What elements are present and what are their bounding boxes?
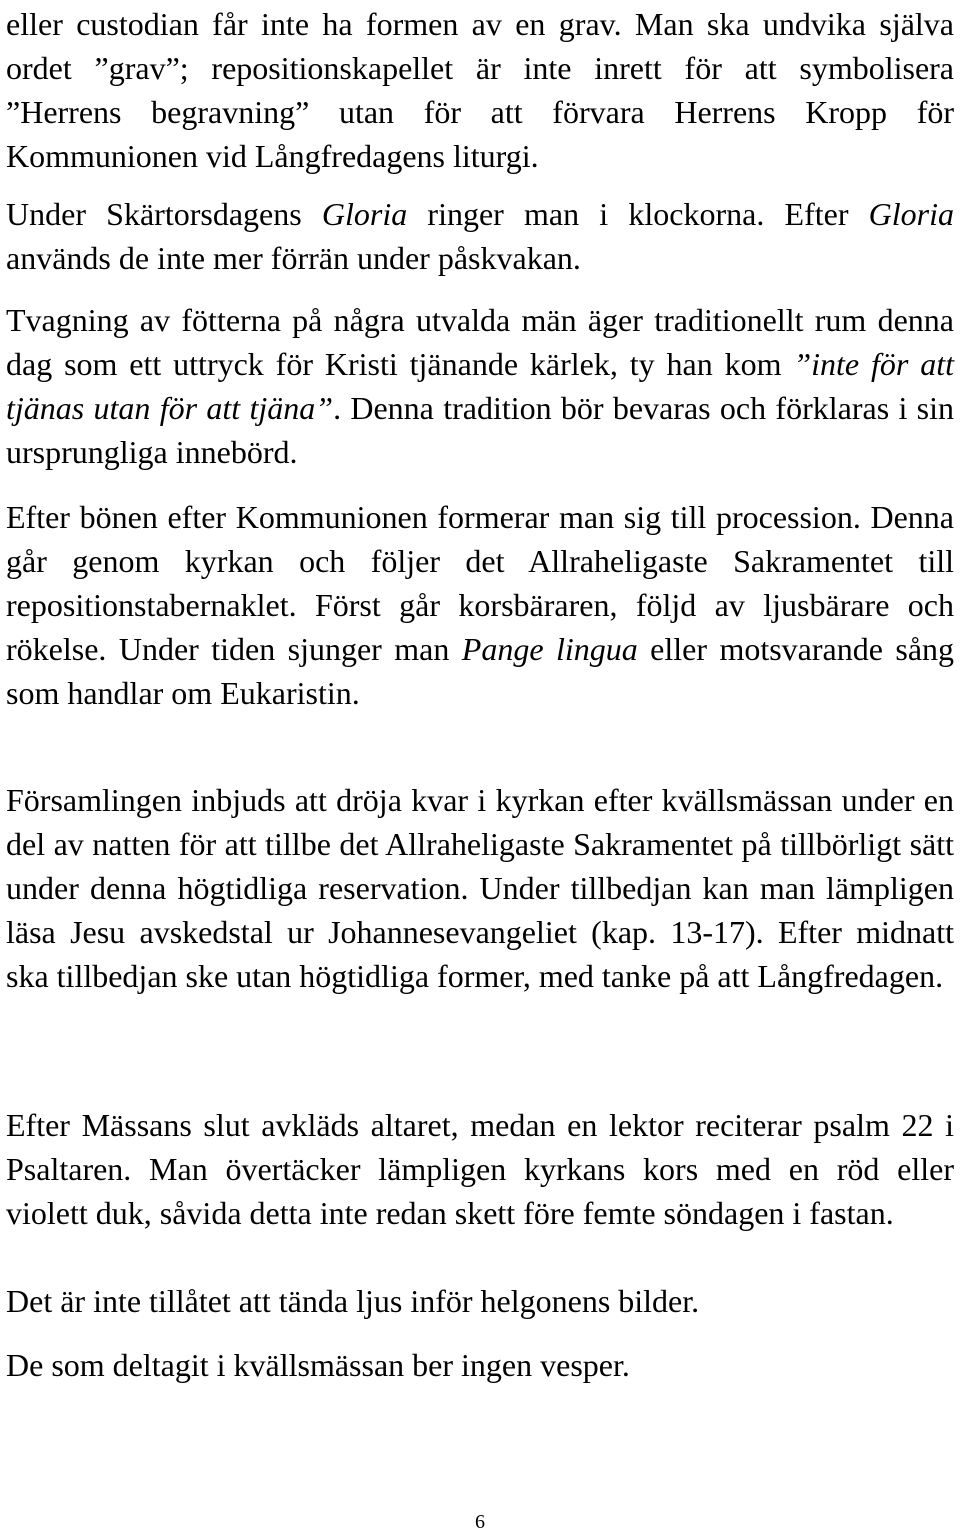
- paragraph-altar-stripping: Efter Mässans slut avkläds altaret, medan en lektor reciterar psalm 22 i Psaltaren. Man övertäcker lämpligen kyrkans kors med en röd eller violett duk, såvida detta inte redan skett före femte söndagen i fastan.: [6, 1107, 954, 1231]
- paragraph-procession: Efter bönen efter Kommunionen formerar man sig till procession. Denna går genom kyrkan och följer det Allraheligaste Sakramentet till repositionstabernaklet. Först går korsbäraren, följd av ljusbärare och rökelse. Under tiden sjunger man Pange lingua eller motsvarande sång som handlar om Eukaristin.: [6, 499, 955, 711]
- paragraph-no-candles: Det är inte tillåtet att tända ljus inför helgonens bilder.: [6, 1283, 700, 1319]
- paragraph-gloria-bells: Under Skärtorsdagens Gloria ringer man i klockorna. Efter Gloria används de inte mer förrän under påskvakan.: [6, 196, 955, 276]
- paragraph-grave-custodian: eller custodian får inte ha formen av en grav. Man ska undvika själva ordet ”grav”; repositionskapellet är inte inrett för att symbolisera ”Herrens begravning” utan för att förvara Herrens Kropp för Kommunionen vid Långfredagens liturgi.: [6, 6, 954, 174]
- paragraph-no-vespers: De som deltagit i kvällsmässan ber ingen vesper.: [6, 1347, 630, 1383]
- paragraph-foot-washing: Tvagning av fötterna på några utvalda män äger traditionellt rum denna dag som ett uttryck för Kristi tjänande kärlek, ty han kom ”inte för att tjänas utan för att tjäna”. Denna tradition bör bevaras och förklaras i sin ursprungliga innebörd.: [6, 302, 955, 470]
- page-number: 6: [475, 1511, 485, 1533]
- paragraph-adoration: Församlingen inbjuds att dröja kvar i kyrkan efter kvällsmässan under en del av natten för att tillbe det Allraheligaste Sakramentet på tillbörligt sätt under denna högtidliga reservation. Under tillbedjan kan man lämpligen läsa Jesu avskedstal ur Johannesevangeliet (kap. 13-17). Efter midnatt ska tillbedjan ske utan högtidliga former, med tanke på att Långfredagen.: [6, 782, 954, 994]
